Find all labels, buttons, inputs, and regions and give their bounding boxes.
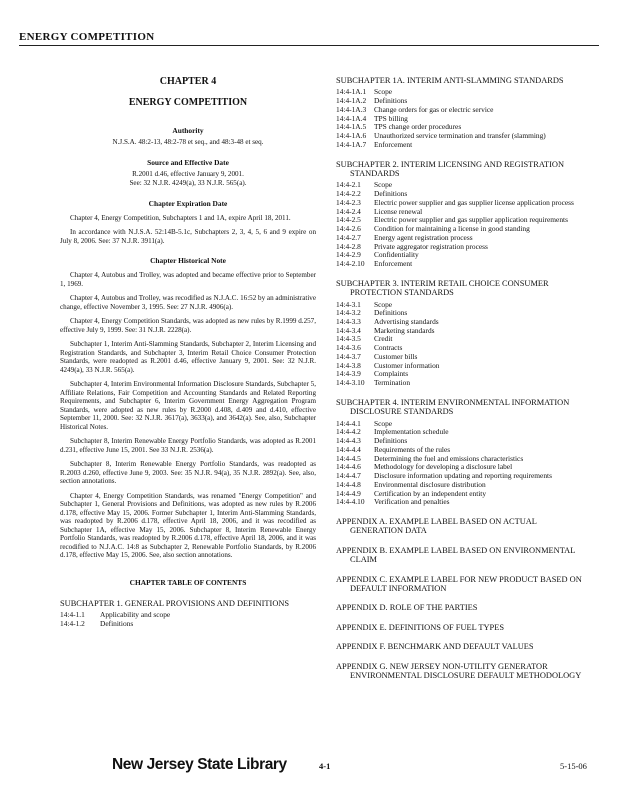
section-title: Scope [374,299,393,309]
section-number: 14:4-3.9 [336,369,361,379]
section-title: License renewal [374,206,423,216]
section-number: 14:4-2.4 [336,206,361,216]
section-title: Verification and penalties [374,497,450,507]
expiration-paragraphs [60,214,316,246]
history-paragraphs [60,271,316,560]
subchapter-1-title: SUBCHAPTER 1. GENERAL PROVISIONS AND DEFINITIONS [60,598,290,608]
section-title: Credit [374,334,393,344]
source-text: R.2001 d.46, effective January 9, 2001. See: 32 N.J.R. 4249(a), 33 N.J.R. 565(a). [129,169,247,187]
source-heading: Source and Effective Date [147,157,229,167]
section-number: 14:4-3.8 [336,360,361,370]
toc-subchapter-title: APPENDIX B. EXAMPLE LABEL BASED ON ENVIRONMENTAL CLAIM [336,545,576,565]
section-title: Applicability and scope [100,609,171,619]
section-number: 14:4-4.1 [336,418,361,428]
toc-heading: CHAPTER TABLE OF CONTENTS [129,577,247,587]
toc-subchapter-title: SUBCHAPTER 4. INTERIM ENVIRONMENTAL INFORMATION DISCLOSURE STANDARDS [336,397,570,417]
section-title: Unauthorized service termination and transfer (slamming) [374,131,546,141]
section-title: Requirements of the rules [374,444,451,454]
history-paragraph: Subchapter 8, Interim Renewable Energy Portfolio Standards, was readopted as R.2003 d.260, effective June 9, 2003. See: 35 N.J.R. 94(a), 35 N.J.R. 2892(a). See, also, section annotations. [60,460,316,486]
expiration-heading: Chapter Expiration Date [148,198,228,208]
expiration-paragraph: In accordance with N.J.S.A. 52:14B-5.1c, Subchapters 2, 3, 4, 5, 6 and 9 expire on July 8, 2006. See: 37 N.J.R. 3911(a). [60,228,316,245]
section-number: 14:4-3.10 [336,378,365,388]
section-number: 14:4-2.7 [336,232,361,242]
section-title: Scope [374,180,393,190]
history-paragraph: Subchapter 4, Interim Environmental Information Disclosure Standards, Subchapter 5, Affiliate Relations, Fair Competition and Accounting Standards and Related Reporting Requirements, and Subchapter 6, Interim Government Energy Aggregation Program Standards, were adopted as new rules by R.2000 d.408, d.409 and d.410, effective September 11, 2000. See: 32 N.J.R. 3617(a), 3633(a), and 3642(a). See, also, Subchapter Historical Notes. [60,380,316,431]
section-title: Complaints [374,369,409,379]
section-title: Definitions [100,618,134,628]
section-number: 14:4-3.7 [336,351,361,361]
section-number: 14:4-3.6 [336,343,361,353]
page-date: 5-15-06 [560,761,587,771]
section-title: Methodology for developing a disclosure label [374,462,513,472]
toc-subchapter-title: APPENDIX A. EXAMPLE LABEL BASED ON ACTUAL GENERATION DATA [336,517,537,536]
section-number: 14:4-2.1 [336,180,361,190]
section-number: 14:4-1A.6 [336,131,367,141]
right-column [336,76,584,680]
section-title: Implementation schedule [374,427,449,437]
section-number: 14:4-1.1 [60,609,85,619]
section-number: 14:4-2.8 [336,241,361,251]
subchapter-1-entries [60,611,316,628]
toc-subchapter-title: SUBCHAPTER 1A. INTERIM ANTI-SLAMMING STANDARDS [336,76,564,85]
section-title: Definitions [374,436,408,446]
section-title: Disclosure information updating and reporting requirements [374,471,552,481]
toc-subchapter-title: APPENDIX E. DEFINITIONS OF FUEL TYPES [336,622,504,632]
section-number: 14:4-4.8 [336,479,361,489]
section-title: Contracts [374,343,403,353]
section-title: Electric power supplier and gas supplier application requirements [374,215,568,225]
toc-subchapter-title: APPENDIX D. ROLE OF THE PARTIES [336,603,478,613]
section-title: Advertising standards [374,316,439,326]
section-title: Customer information [374,360,440,370]
library-name: New Jersey State Library [112,756,287,773]
section-title: TPS billing [374,113,408,123]
section-number: 14:4-4.4 [336,444,361,454]
header-rule [19,45,599,46]
section-title: Energy agent registration process [374,232,473,242]
section-number: 14:4-1A.2 [336,96,367,106]
section-number: 14:4-3.2 [336,308,361,318]
history-heading: Chapter Historical Note [150,256,226,266]
toc-entry [336,498,584,507]
authority-text: N.J.S.A. 48:2-13, 48:2-78 et seq., and 48:3-48 et seq. [112,138,264,146]
section-title: Marketing standards [374,325,435,335]
history-paragraph: Chapter 4, Energy Competition Standards, was adopted as new rules by R.1999 d.257, effective July 9, 1999. See: 31 N.J.R. 2228(a). [60,317,316,334]
section-title: TPS change order procedures [374,122,462,132]
authority-heading: Authority [172,126,204,135]
section-number: 14:4-4.3 [336,436,361,446]
section-number: 14:4-4.5 [336,453,361,463]
page-number: 4-1 [319,761,331,771]
section-title: Environmental disclosure distribution [374,479,486,489]
section-title: Scope [374,418,393,428]
toc-subchapter-title: APPENDIX F. BENCHMARK AND DEFAULT VALUES [336,642,534,652]
history-paragraph: Subchapter 8, Interim Renewable Energy Portfolio Standards, was adopted as R.2001 d.231, effective June 15, 2001. See 33 N.J.R. 2536(a). [60,437,316,454]
section-title: Electric power supplier and gas supplier license application process [374,197,574,207]
history-paragraph: Subchapter 1, Interim Anti-Slamming Standards, Subchapter 2, Interim Licensing and Registration Standards, and Subchapter 3, Interim Retail Choice Consumer Protection Standards, were readopted as R.2001 d.46, effective January 9, 2001. See: 32 N.J.R. 4249(a), 33 N.J.R. 565(a). [60,340,316,374]
toc-subchapter-title: APPENDIX C. EXAMPLE LABEL FOR NEW PRODUCT BASED ON DEFAULT INFORMATION [336,574,582,594]
running-head: ENERGY COMPETITION [19,31,155,43]
toc-entries [336,181,584,268]
expiration-paragraph: Chapter 4, Energy Competition, Subchapters 1 and 1A, expire April 18, 2011. [70,213,291,222]
chapter-title: ENERGY COMPETITION [128,97,248,108]
section-number: 14:4-4.7 [336,471,361,481]
toc-entries [336,88,584,149]
section-title: Enforcement [374,139,413,149]
section-number: 14:4-1A.5 [336,122,367,132]
section-number: 14:4-2.9 [336,250,361,260]
section-number: 14:4-2.10 [336,258,365,268]
section-number: 14:4-3.3 [336,316,361,326]
toc-entry [336,379,584,388]
section-title: Definitions [374,308,408,318]
section-number: 14:4-2.5 [336,215,361,225]
section-number: 14:4-3.4 [336,325,361,335]
section-number: 14:4-4.6 [336,462,361,472]
section-number: 14:4-2.2 [336,189,361,199]
toc-entries [336,420,584,507]
section-title: Determining the fuel and emissions characteristics [374,453,524,463]
section-number: 14:4-4.10 [336,497,365,507]
section-number: 14:4-2.3 [336,197,361,207]
section-title: Customer bills [374,351,418,361]
toc-entry [60,620,316,629]
history-paragraph: Chapter 4, Autobus and Trolley, was adopted and became effective prior to September 1, 1969. [60,271,316,288]
toc-entry [336,141,584,150]
toc-subchapter-title: SUBCHAPTER 2. INTERIM LICENSING AND REGISTRATION STANDARDS [336,159,564,178]
section-title: Enforcement [374,258,413,268]
section-number: 14:4-1A.4 [336,113,367,123]
chapter-number: CHAPTER 4 [159,76,217,87]
section-title: Definitions [374,189,408,199]
section-title: Certification by an independent entity [374,488,487,498]
history-paragraph: Chapter 4, Autobus and Trolley, was recodified as N.J.A.C. 16:52 by an administrative change, effective November 3, 1995. See: 27 N.J.R. 4906(a). [60,294,316,311]
section-number: 14:4-1A.1 [336,87,367,97]
section-number: 14:4-1A.3 [336,104,367,114]
section-title: Change orders for gas or electric service [374,104,494,114]
section-number: 14:4-2.6 [336,224,361,234]
section-title: Termination [374,378,411,388]
history-paragraph: Chapter 4, Energy Competition Standards, was renamed "Energy Competition" and Subchapter 1, General Provisions and Definitions, was adopted as new rules by R.2006 d.178, effective May 15, 2006. Former Subchapter 1, Interim Anti-Slamming Standards, was readopted by R.2006 d.178, effective April 18, 2006, and it was recodified as Subchapter 1A, effective May 15, 2006. Subchapter 8, Interim Renewable Energy Portfolio Standards, was readopted by R.2006 d.178, effective April 18, 2006, and it was recodified to N.J.A.C. 14:8 as Subchapter 2, Renewable Portfolio Standards, by R.2006 d.178, effective May 15, 2006. See, also section annotations. [60,491,316,560]
section-number: 14:4-1A.7 [336,139,367,149]
section-number: 14:4-3.1 [336,299,361,309]
section-title: Definitions [374,96,408,106]
section-title: Confidentiality [374,250,419,260]
toc-subchapter-title: SUBCHAPTER 3. INTERIM RETAIL CHOICE CONSUMER PROTECTION STANDARDS [336,278,549,298]
section-title: Scope [374,87,393,97]
section-number: 14:4-1.2 [60,618,85,628]
section-title: Private aggregator registration process [374,241,488,251]
left-column [60,76,316,628]
section-number: 14:4-3.5 [336,334,361,344]
toc-entry [60,611,316,620]
section-number: 14:4-4.2 [336,427,361,437]
toc-entries [336,301,584,388]
toc-entry [336,260,584,269]
section-number: 14:4-4.9 [336,488,361,498]
section-title: Condition for maintaining a license in good standing [374,224,530,234]
toc-subchapter-title: APPENDIX G. NEW JERSEY NON-UTILITY GENERATOR ENVIRONMENTAL DISCLOSURE DEFAULT METHODOLOGY [336,661,582,681]
